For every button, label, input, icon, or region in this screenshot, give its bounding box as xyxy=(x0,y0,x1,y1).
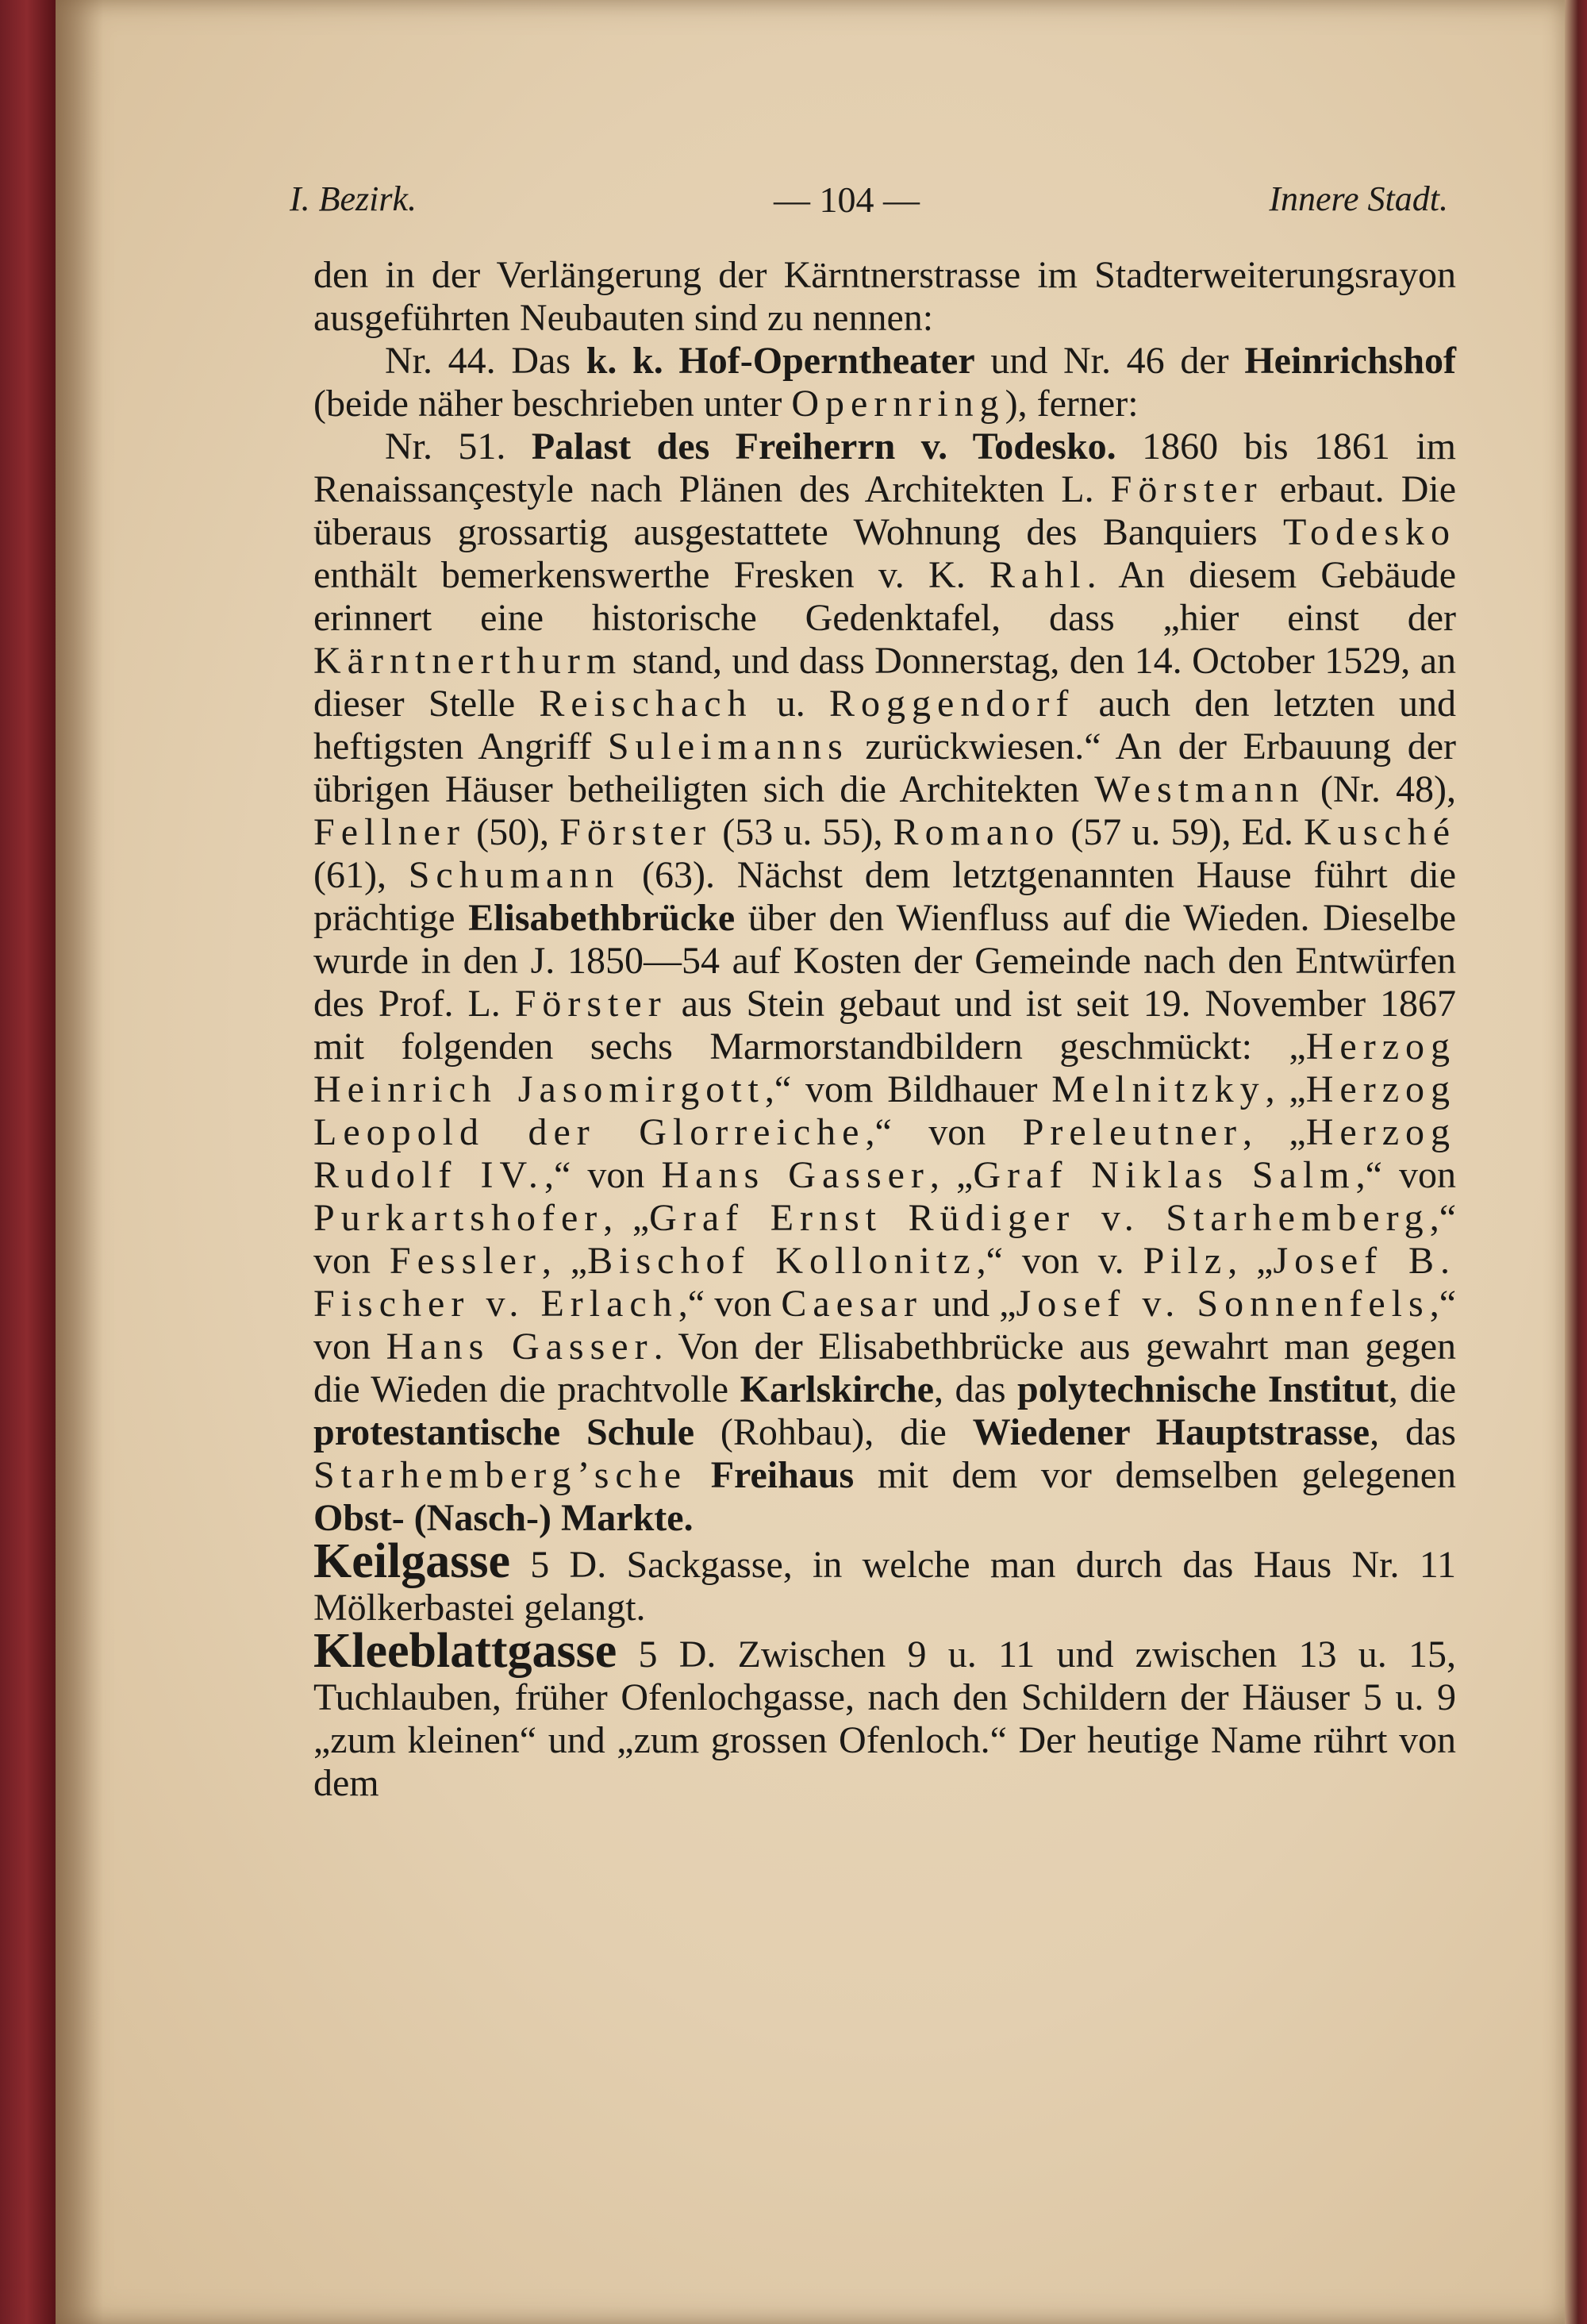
entry-heading: Kleeblattgasse xyxy=(313,1624,617,1678)
term-palast-todesko: Palast des Freiherrn v. Todesko. xyxy=(531,425,1116,467)
paragraph-intro: den in der Verlängerung der Kärntnerstrasse im Stadterweiterungsrayon ausgeführten Neubauten sind zu nennen: xyxy=(313,254,1456,339)
term-freihaus: Freihaus xyxy=(710,1454,855,1496)
paragraph-opera: Nr. 44. Das k. k. Hof-Operntheater und Nr. 46 der Heinrichshof (beide näher beschrieben unter Opernring), ferner: xyxy=(313,340,1456,425)
running-head-right: Innere Stadt. xyxy=(1269,179,1448,218)
body-text xyxy=(313,254,1456,1805)
entry-kleeblattgasse: Kleeblattgasse 5 D. Zwischen 9 u. 11 und zwischen 13 u. 15, Tuchlauben, früher Ofenlochgasse, nach den Schildern der Häuser 5 u. 9 „zum kleinen“ und „zum grossen Ofenloch.“ Der heutige Name rührt von dem xyxy=(313,1624,1456,1804)
page-header xyxy=(290,179,1448,234)
page-number: — 104 — xyxy=(774,179,920,220)
term-heinrichshof: Heinrichshof xyxy=(1244,340,1456,382)
term-hofoperntheater: k. k. Hof-Operntheater xyxy=(586,340,975,382)
term-karlskirche: Karlskirche xyxy=(740,1368,935,1410)
entry-heading: Keilgasse xyxy=(313,1534,510,1588)
paragraph-todesko: Nr. 51. Palast des Freiherrn v. Todesko. 1860 bis 1861 im Renaissançestyle nach Plänen des Architekten L. Förster erbaut. Die überaus grossartig ausgestattete Wohnung des Banquiers Todesko enthält bemerkenswerthe Fresken v. K. Rahl. An diesem Gebäude erinnert eine historische Gedenktafel, dass „hier einst der Kärntnerthurm stand, und dass Donnerstag, den 14. October 1529, an dieser Stelle Reischach u. Roggendorf auch den letzten und heftigsten Angriff Suleimanns zurückwiesen.“ An der Erbauung der übrigen Häuser betheiligten sich die Architekten Westmann (Nr. 48), Fellner (50), Förster (53 u. 55), Romano (57 u. 59), Ed. Kusché (61), Schumann (63). Nächst dem letztgenannten Hause führt die prächtige Elisabethbrücke über den Wienfluss auf die Wieden. Dieselbe wurde in den J. 1850—54 auf Kosten der Gemeinde nach den Entwürfen des Prof. L. Förster aus Stein gebaut und ist seit 19. November 1867 mit folgenden sechs Marmorstandbildern geschmückt: „Herzog Heinrich Jasomirgott,“ vom Bildhauer Melnitzky, „Herzog Leopold der Glorreiche,“ von Preleutner, „Herzog Rudolf IV.,“ von Hans Gasser, „Graf Niklas Salm,“ von Purkartshofer, „Graf Ernst Rüdiger v. Starhemberg,“ von Fessler, „Bischof Kollonitz,“ von v. Pilz, „Josef B. Fischer v. Erlach,“ von Caesar und „Josef v. Sonnenfels,“ von Hans Gasser. Von der Elisabethbrücke aus gewahrt man gegen die Wieden die prachtvolle Karlskirche, das polytechnische Institut, die protestantische Schule (Rohbau), die Wiedener Hauptstrasse, das Starhemberg’sche Freihaus mit dem vor demselben gelegenen Obst- (Nasch-) Markte. xyxy=(313,425,1457,1539)
term-polytechnisches-institut: polytechnische Institut xyxy=(1017,1368,1389,1410)
page-gutter-shadow xyxy=(56,0,103,2324)
term-protestantische-schule: protestantische Schule xyxy=(313,1411,695,1453)
entry-keilgasse: Keilgasse 5 D. Sackgasse, in welche man durch das Haus Nr. 11 Mölkerbastei gelangt. xyxy=(313,1534,1456,1629)
term-obstmarkt: Obst- (Nasch-) Markte. xyxy=(313,1497,694,1539)
term-elisabethbruecke: Elisabethbrücke xyxy=(468,897,736,939)
page-edge xyxy=(1565,0,1587,2324)
running-head-left: I. Bezirk. xyxy=(290,179,417,218)
term-wiedener-hauptstrasse: Wiedener Hauptstrasse xyxy=(972,1411,1370,1453)
